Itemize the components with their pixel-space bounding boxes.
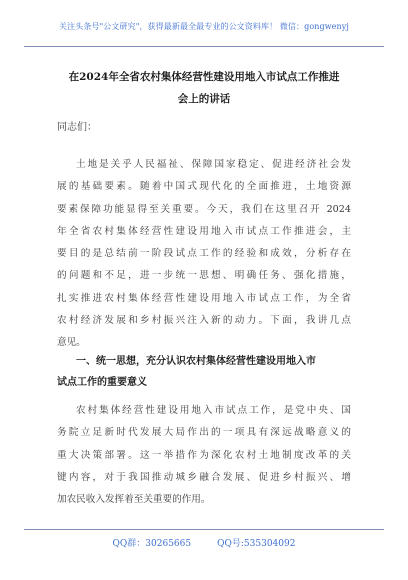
text-line: 要目的是总结前一阶段试点工作的经验和成效，分析存在 [57, 248, 351, 260]
header-banner: 关注头条号"公文研究"，获得最新最全最专业的公文资料库！ 微信：gongwenyj [59, 22, 349, 31]
body-paragraph [57, 400, 351, 511]
text-line: 重大决策部署。这一举措作为深化农村土地制度改革的关 [57, 449, 351, 461]
heading-line: 一、统一思想，充分认识农村集体经营性建设用地入市 [76, 356, 316, 367]
footer-divider [24, 529, 384, 530]
footer [0, 536, 408, 549]
salutation: 同志们： [57, 122, 97, 133]
section-heading [57, 351, 357, 393]
title-line: 会上的讲话 [177, 93, 231, 105]
text-line: 加农民收入发挥着至关重要的作用。 [57, 494, 211, 506]
text-line: 农村集体经营性建设用地入市试点工作，是党中央、国 [76, 405, 351, 416]
document-title [36, 66, 372, 110]
text-line: 年全省农村集体经营性建设用地入市试点工作推进会，主 [57, 225, 351, 237]
text-line: 要素保障功能显得至关重要。今天，我们在这里召开 2024 [57, 203, 351, 215]
text-line: 展的基础要素。随着中国式现代化的全面推进，土地资源 [57, 181, 351, 193]
text-line: 的问题和不足，进一步统一思想、明确任务、强化措施， [57, 270, 351, 282]
body-paragraph [57, 154, 351, 355]
text-line: 土地是关乎人民福祉、保障国家稳定、促进经济社会发 [76, 159, 351, 170]
header-divider [24, 46, 384, 47]
qq-group-text: QQ群：30265665 [112, 539, 192, 549]
text-line: 意见。 [57, 337, 86, 349]
heading-line: 试点工作的重要意义 [57, 377, 147, 388]
text-line: 键内容，对于我国推动城乡融合发展、促进乡村振兴、增 [57, 471, 351, 483]
title-line: 在2024年全省农村集体经营性建设用地入市试点工作推进 [68, 71, 340, 83]
qq-number-text: QQ号:535304092 [217, 539, 296, 549]
text-line: 扎实推进农村集体经营性建设用地入市试点工作，为全省 [57, 292, 351, 304]
text-line: 农村经济发展和乡村振兴注入新的动力。下面，我讲几点 [57, 315, 351, 327]
text-line: 务院立足新时代发展大局作出的一项具有深远战略意义的 [57, 427, 351, 439]
